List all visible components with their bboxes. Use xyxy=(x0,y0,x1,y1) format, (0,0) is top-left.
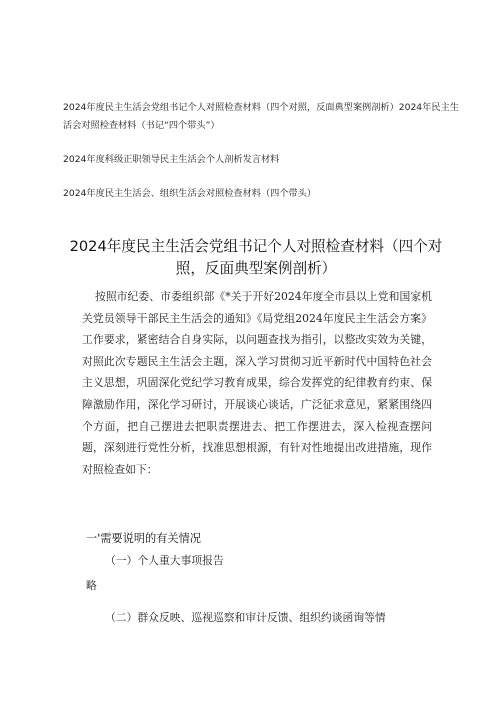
intro-paragraph: 按照市纪委、市委组织部《*关于开好2024年度全市县以上党和国家机关党员领导干部民主生活会的通知》《局党组2024年度民主生活会方案》工作要求，紧密结合自身实际，以问题查找为指引，以整改实效为关键，对照此次专题民主生活会主题，深入学习贯彻习近平新时代中国特色社会主义思想，巩固深化党纪学习教育成果，综合发挥党的纪律教育约束、保障激励作用，深化学习研讨，开展谈心谈话，广泛征求意见，紧紧围绕四个方面，把自己摆进去把职责摆进去、把工作摆进去，深入检视查摆问题，深刻进行党性分析，找准思想根源，有针对性地提出改进措施，现作对照检查如下： xyxy=(82,290,432,476)
subheading-personal-matters: （一）个人重大事项报告 xyxy=(105,554,224,567)
document-title: 2024年度民主生活会党组书记个人对照检查材料（四个对照，反面典型案例剖析） xyxy=(69,238,443,277)
section-heading: 一'需要说明的有关情况 xyxy=(86,532,201,545)
table-of-contents xyxy=(63,99,463,219)
subheading-feedback: （二）群众反映、巡视巡察和审计反馈、组织约谈函询等情 xyxy=(105,611,386,624)
toc-item: 2024年度科级正职领导民主生活会个人剖析发言材料 xyxy=(63,154,280,165)
toc-item: 2024年度民主生活会、组织生活会对照检查材料（四个带头） xyxy=(63,188,317,199)
omitted-text: 略 xyxy=(86,579,97,592)
toc-item: 2024年度民主生活会党组书记个人对照检查材料（四个对照，反面典型案例剖析）2024年民主生活会对照检查材料（书记“四个带头”） xyxy=(63,102,459,131)
